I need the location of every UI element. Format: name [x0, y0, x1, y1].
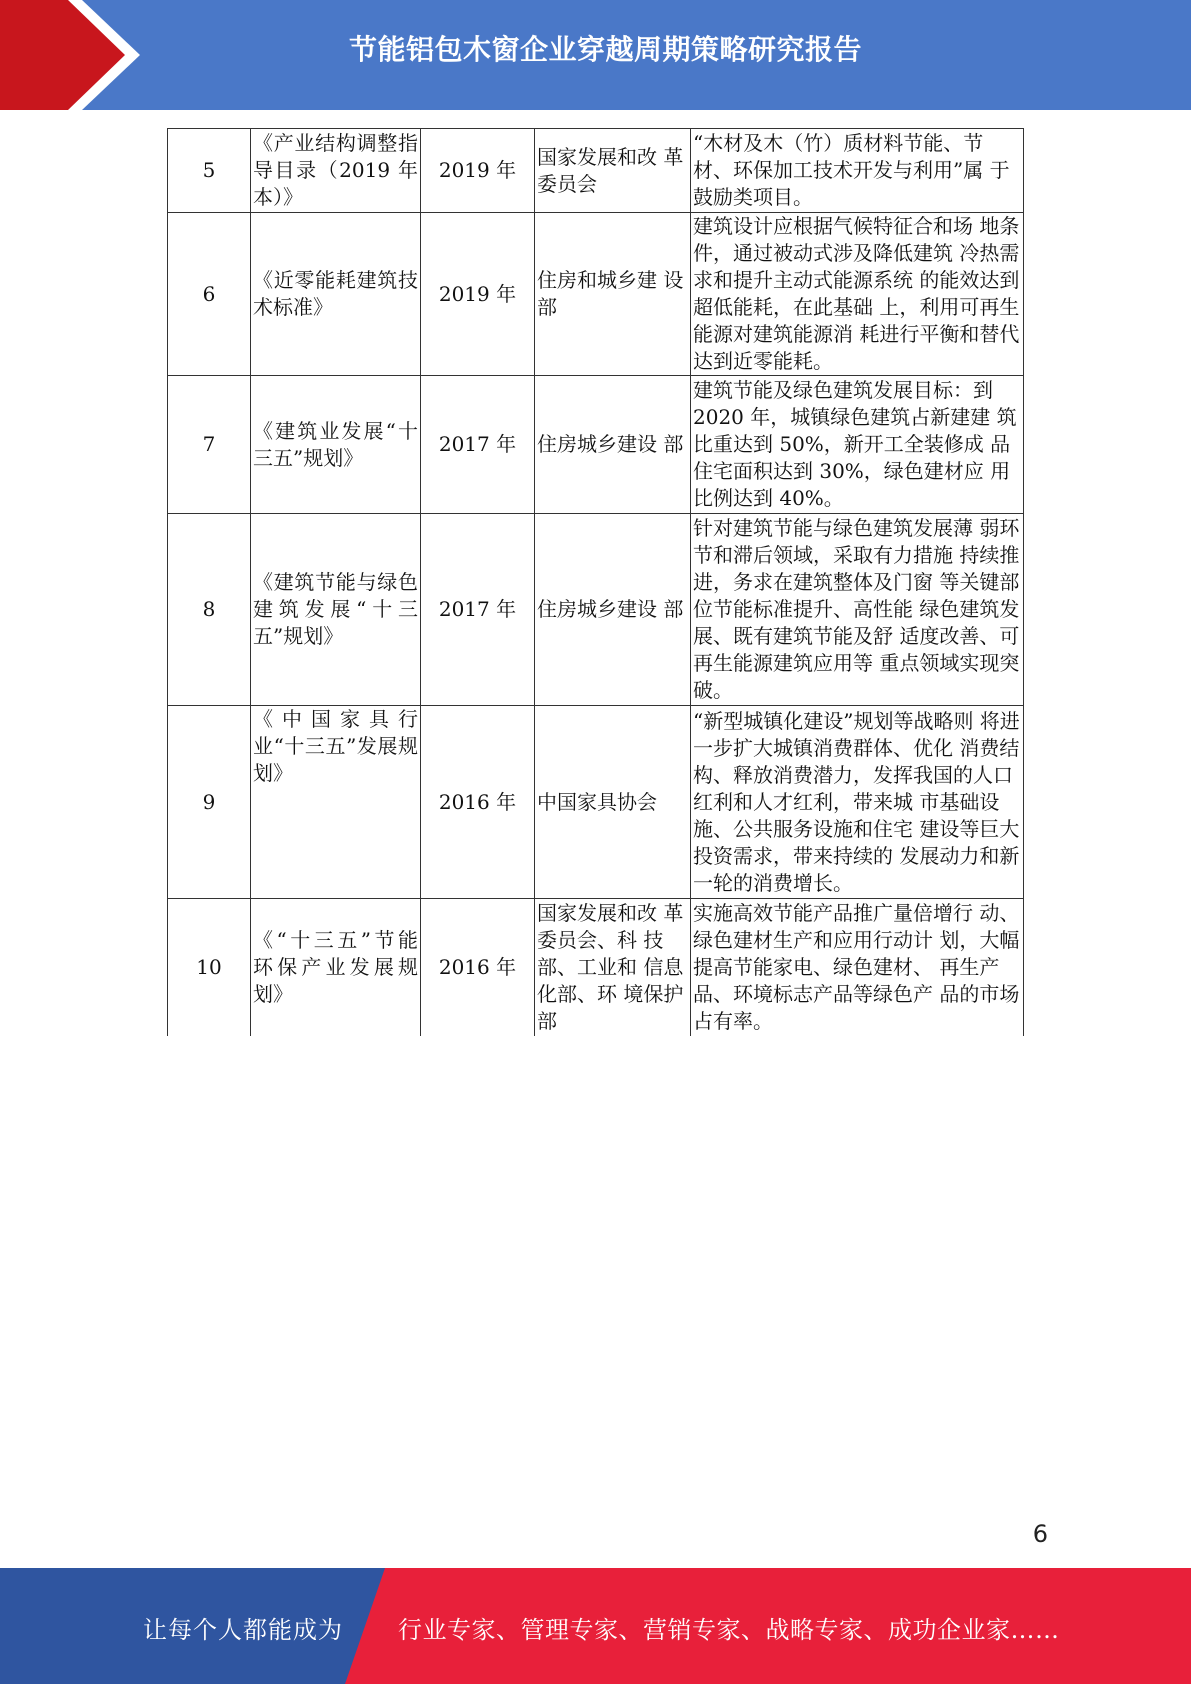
report-title: 节能铝包木窗企业穿越周期策略研究报告: [348, 33, 862, 66]
issuing-department: 住房城乡建设 部: [535, 376, 691, 514]
policy-year: 2016 年: [421, 706, 535, 899]
page-header: [0, 0, 1191, 110]
row-number: 9: [168, 706, 251, 899]
issuing-department: 国家发展和改 革委员会: [535, 129, 691, 213]
issuing-department: 住房和城乡建 设部: [535, 213, 691, 376]
row-number: 5: [168, 129, 251, 213]
policy-name: 《建筑业发展“十三五”规划》: [251, 376, 421, 514]
row-number: 7: [168, 376, 251, 514]
policy-name: 《中国家具行业“十三五”发展规划》: [251, 706, 421, 899]
footer-slogan-left: 让每个人都能成为: [143, 1616, 343, 1644]
issuing-department: 国家发展和改 革委员会、科 技部、工业和 信息化部、环 境保护部: [535, 899, 691, 1036]
page-number: 6: [1032, 1520, 1048, 1548]
issuing-department: 中国家具协会: [535, 706, 691, 899]
row-number: 10: [168, 899, 251, 1036]
policy-year: 2016 年: [421, 899, 535, 1036]
row-number: 6: [168, 213, 251, 376]
policy-year: 2017 年: [421, 514, 535, 706]
footer-slogan-right: 行业专家、管理专家、营销专家、战略专家、成功企业家……: [398, 1616, 1060, 1644]
policy-year: 2019 年: [421, 129, 535, 213]
policy-description: “木材及木（竹）质材料节能、节 材、环保加工技术开发与利用”属 于鼓励类项目。: [691, 129, 1024, 213]
policy-year: 2019 年: [421, 213, 535, 376]
policy-name: 《产业结构调整指导目录（2019 年本）》: [251, 129, 421, 213]
policy-description: 实施高效节能产品推广量倍增行 动、绿色建材生产和应用行动计 划，大幅提高节能家电、绿色建材、 再生产品、环境标志产品等绿色产 品的市场占有率。: [691, 899, 1024, 1036]
table-row: [168, 514, 1024, 706]
policy-description: 针对建筑节能与绿色建筑发展薄 弱环节和滞后领域，采取有力措施 持续推进，务求在建筑整体及门窗 等关键部位节能标准提升、高性能 绿色建筑发展、既有建筑节能及舒 适度改善、可再生能源建筑应用等 重点领域实现突破。: [691, 514, 1024, 706]
policy-description: “新型城镇化建设”规划等战略则 将进一步扩大城镇消费群体、优化 消费结构、释放消费潜力，发挥我国的人口红利和人才红利，带来城 市基础设施、公共服务设施和住宅 建设等巨大投资需求，带来持续的 发展动力和新一轮的消费增长。: [691, 706, 1024, 899]
policy-description: 建筑节能及绿色建筑发展目标：到 2020 年，城镇绿色建筑占新建建 筑比重达到 50%，新开工全装修成 品住宅面积达到 30%，绿色建材应 用比例达到 40%。: [691, 376, 1024, 514]
table-row: [168, 899, 1024, 1036]
policy-name: 《“十三五”节能 环保产业发展规 划》: [251, 899, 421, 1036]
issuing-department: 住房城乡建设 部: [535, 514, 691, 706]
table-row: [168, 706, 1024, 899]
table-row: [168, 213, 1024, 376]
policy-table: [167, 128, 1024, 1036]
policy-name: 《建筑节能与绿色建筑发展“十三五”规划》: [251, 514, 421, 706]
table-row: [168, 376, 1024, 514]
policy-year: 2017 年: [421, 376, 535, 514]
row-number: 8: [168, 514, 251, 706]
policy-description: 建筑设计应根据气候特征合和场 地条件，通过被动式涉及降低建筑 冷热需求和提升主动式能源系统 的能效达到超低能耗，在此基础 上，利用可再生能源对建筑能源消 耗进行平衡和替代达到近零能耗。: [691, 213, 1024, 376]
page-footer: [0, 1568, 1191, 1684]
table-row: [168, 129, 1024, 213]
policy-name: 《近零能耗建筑技术标准》: [251, 213, 421, 376]
